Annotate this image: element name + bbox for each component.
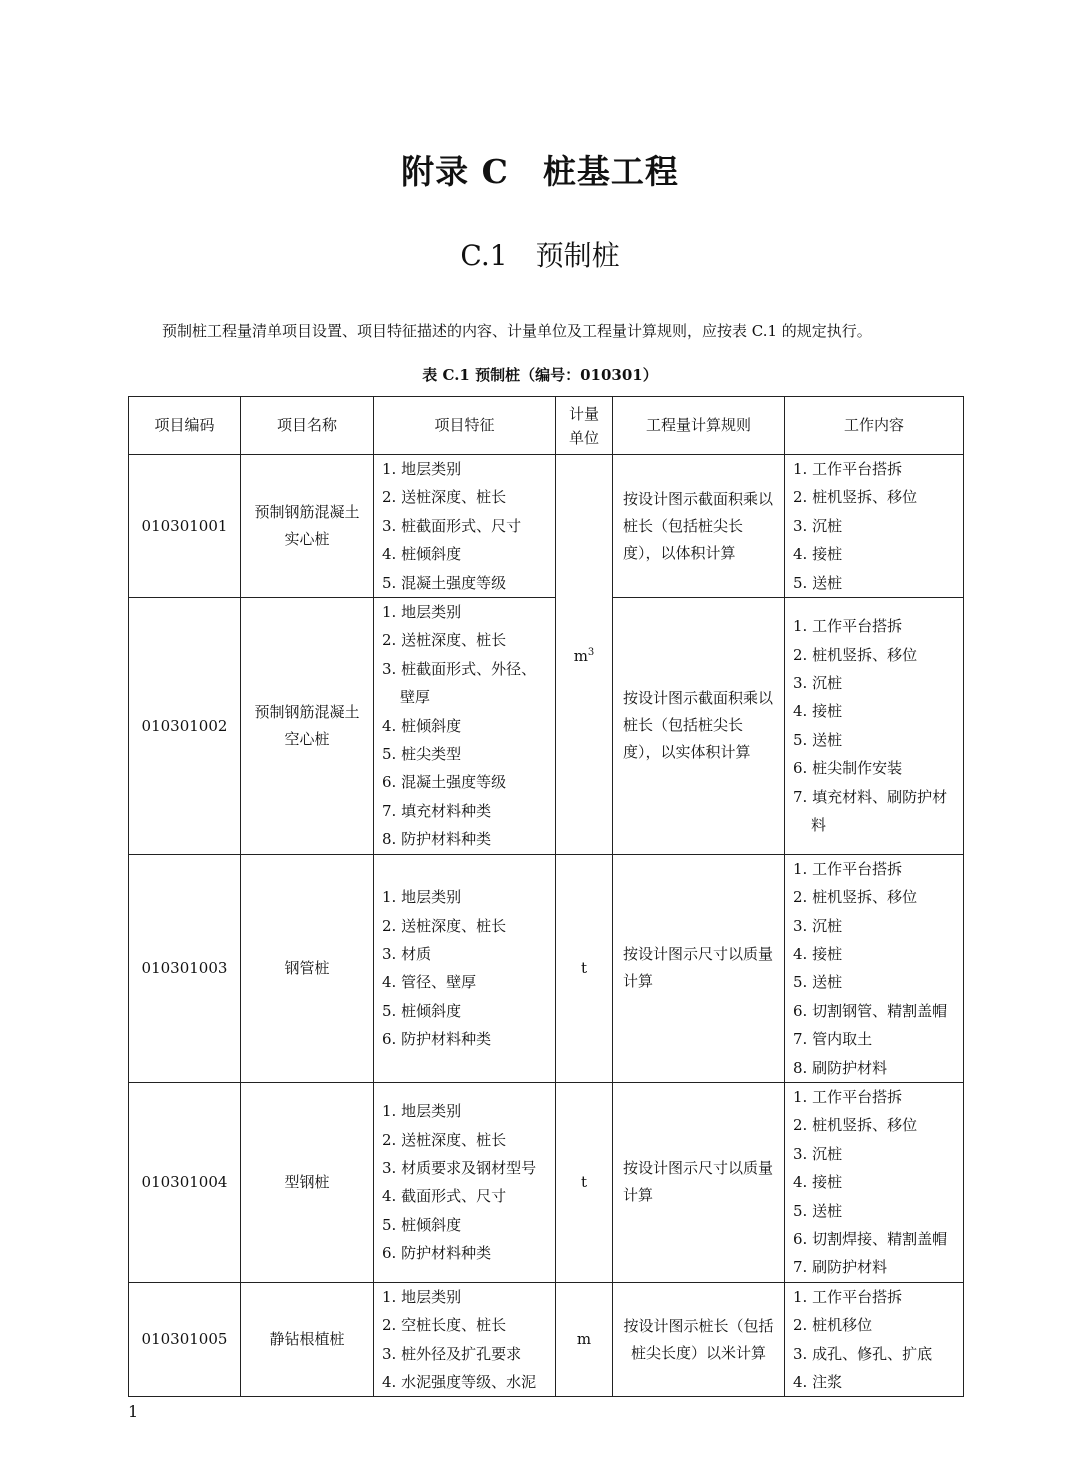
item-code: 010301003: [129, 854, 241, 1082]
work-item: 5. 送桩: [793, 1201, 843, 1220]
work-item: 1. 工作平台搭拆: [793, 1287, 903, 1306]
work-item: 2. 桩机竖拆、移位: [793, 1116, 918, 1135]
table-row: [129, 854, 964, 1082]
work-item: 4. 接桩: [793, 1173, 843, 1192]
header-unit-line1: 计量: [568, 404, 599, 423]
work-item: 2. 桩机移位: [793, 1316, 873, 1335]
item-name: 预制钢筋混凝土空心桩: [241, 598, 374, 855]
item-name: 静钻根植桩: [241, 1282, 374, 1397]
feature-item: 2. 送桩深度、桩长: [382, 1130, 507, 1149]
unit-exponent: 3: [587, 646, 595, 658]
feature-item: 5. 混凝土强度等级: [382, 573, 507, 592]
work-item: 4. 接桩: [793, 702, 843, 721]
work-item: 1. 工作平台搭拆: [793, 460, 903, 478]
work-item: 5. 送桩: [793, 730, 843, 749]
feature-item: 5. 桩倾斜度: [382, 1001, 462, 1020]
section-heading: C.1 预制桩: [460, 239, 620, 272]
work-item: 3. 沉桩: [793, 916, 843, 935]
item-unit: t: [556, 1082, 613, 1282]
work-item: 1. 工作平台搭拆: [793, 859, 903, 878]
item-code: 010301005: [129, 1282, 241, 1397]
item-work: [785, 598, 964, 855]
item-unit: t: [556, 854, 613, 1082]
feature-item: 5. 桩倾斜度: [382, 1215, 462, 1234]
feature-item: 3. 桩截面形式、尺寸: [382, 516, 522, 535]
header-unit-line2: 单位: [568, 428, 599, 447]
unit-base: m: [573, 646, 588, 665]
item-rule: 按设计图示桩长（包括桩尖长度）以米计算: [613, 1282, 785, 1397]
work-item: 4. 接桩: [793, 545, 843, 564]
work-item: 2. 桩机竖拆、移位: [793, 488, 918, 507]
item-rule: 按设计图示截面积乘以桩长（包括桩尖长度），以实体积计算: [613, 598, 785, 855]
item-work: [785, 854, 964, 1082]
feature-item: 2. 送桩深度、桩长: [382, 488, 507, 507]
table-row: [129, 1082, 964, 1282]
precast-pile-table: [128, 396, 964, 1397]
feature-item: 3. 桩外径及扩孔要求: [382, 1344, 522, 1363]
work-item: 7. 管内取土: [793, 1030, 873, 1049]
feature-item: 2. 送桩深度、桩长: [382, 631, 507, 650]
feature-item: 6. 防护材料种类: [382, 1244, 492, 1263]
item-work: [785, 1282, 964, 1397]
item-rule: 按设计图示尺寸以质量计算: [613, 854, 785, 1082]
item-code: 010301004: [129, 1082, 241, 1282]
feature-item: 4. 截面形式、尺寸: [382, 1187, 507, 1206]
work-item: 7. 刷防护材料: [793, 1258, 888, 1277]
work-item: 6. 切割焊接、精割盖帽: [793, 1229, 948, 1248]
header-code: 项目编码: [129, 397, 241, 455]
header-unit: [556, 397, 613, 455]
item-name: 预制钢筋混凝土实心桩: [241, 455, 374, 598]
feature-item: 4. 桩倾斜度: [382, 545, 462, 564]
work-item: 3. 沉桩: [793, 674, 843, 693]
feature-item: 1. 地层类别: [382, 888, 462, 907]
item-features: [374, 854, 556, 1082]
table-row: [129, 598, 964, 855]
feature-item: 4. 水泥强度等级、水泥: [382, 1373, 537, 1391]
item-code: 010301001: [129, 455, 241, 598]
work-item: 1. 工作平台搭拆: [793, 1087, 903, 1106]
item-rule: 按设计图示截面积乘以桩长（包括桩尖长度），以体积计算: [613, 455, 785, 598]
table-row: [129, 455, 964, 598]
work-item: 1. 工作平台搭拆: [793, 617, 903, 636]
work-item: 3. 沉桩: [793, 1144, 843, 1163]
header-rule: 工程量计算规则: [613, 397, 785, 455]
work-item: 2. 桩机竖拆、移位: [793, 645, 918, 664]
item-features: [374, 598, 556, 855]
header-features: 项目特征: [374, 397, 556, 455]
item-unit: m: [556, 1282, 613, 1397]
header-name: 项目名称: [241, 397, 374, 455]
feature-item: 3. 材质要求及钢材型号: [382, 1158, 537, 1177]
page-number: 1: [128, 1402, 139, 1421]
work-item: 5. 送桩: [793, 973, 843, 992]
work-item: 4. 注浆: [793, 1373, 843, 1391]
feature-item: 1. 地层类别: [382, 460, 462, 478]
work-item: 3. 沉桩: [793, 516, 843, 535]
header-work: 工作内容: [785, 397, 964, 455]
feature-item: 8. 防护材料种类: [382, 830, 492, 849]
work-item: 5. 送桩: [793, 573, 843, 592]
work-item: 7. 填充材料、刷防护材料: [793, 787, 948, 835]
table-row: [129, 1282, 964, 1397]
intro-paragraph: 预制桩工程量清单项目设置、项目特征描述的内容、计量单位及工程量计算规则，应按表 C.1 的规定执行。: [162, 322, 872, 340]
table-header-row: [129, 397, 964, 455]
work-item: 3. 成孔、修孔、扩底: [793, 1344, 933, 1363]
work-item: 8. 刷防护材料: [793, 1058, 888, 1077]
item-name: 钢管桩: [241, 854, 374, 1082]
work-item: 6. 桩尖制作安装: [793, 759, 903, 778]
feature-item: 5. 桩尖类型: [382, 745, 462, 764]
feature-item: 6. 防护材料种类: [382, 1030, 492, 1049]
work-item: 4. 接桩: [793, 944, 843, 963]
feature-item: 2. 送桩深度、桩长: [382, 916, 507, 935]
feature-item: 1. 地层类别: [382, 1287, 462, 1306]
item-features: [374, 455, 556, 598]
item-rule: 按设计图示尺寸以质量计算: [613, 1082, 785, 1282]
feature-item: 3. 桩截面形式、外径、壁厚: [382, 659, 537, 707]
feature-item: 4. 桩倾斜度: [382, 716, 462, 735]
feature-item: 7. 填充材料种类: [382, 801, 492, 820]
work-item: 2. 桩机竖拆、移位: [793, 888, 918, 907]
item-code: 010301002: [129, 598, 241, 855]
feature-item: 1. 地层类别: [382, 1102, 462, 1121]
item-unit-m3: [556, 455, 613, 855]
feature-item: 6. 混凝土强度等级: [382, 773, 507, 792]
item-name: 型钢桩: [241, 1082, 374, 1282]
work-item: 6. 切割钢管、精割盖帽: [793, 1001, 948, 1020]
feature-item: 4. 管径、壁厚: [382, 973, 477, 992]
item-work: [785, 1082, 964, 1282]
item-work: [785, 455, 964, 598]
feature-item: 3. 材质: [382, 944, 432, 963]
table-caption: 表 C.1 预制桩（编号：010301）: [422, 366, 658, 384]
feature-item: 2. 空桩长度、桩长: [382, 1316, 507, 1335]
appendix-title: 附录 C 桩基工程: [401, 152, 679, 191]
item-features: [374, 1082, 556, 1282]
feature-item: 1. 地层类别: [382, 603, 462, 622]
item-features: [374, 1282, 556, 1397]
